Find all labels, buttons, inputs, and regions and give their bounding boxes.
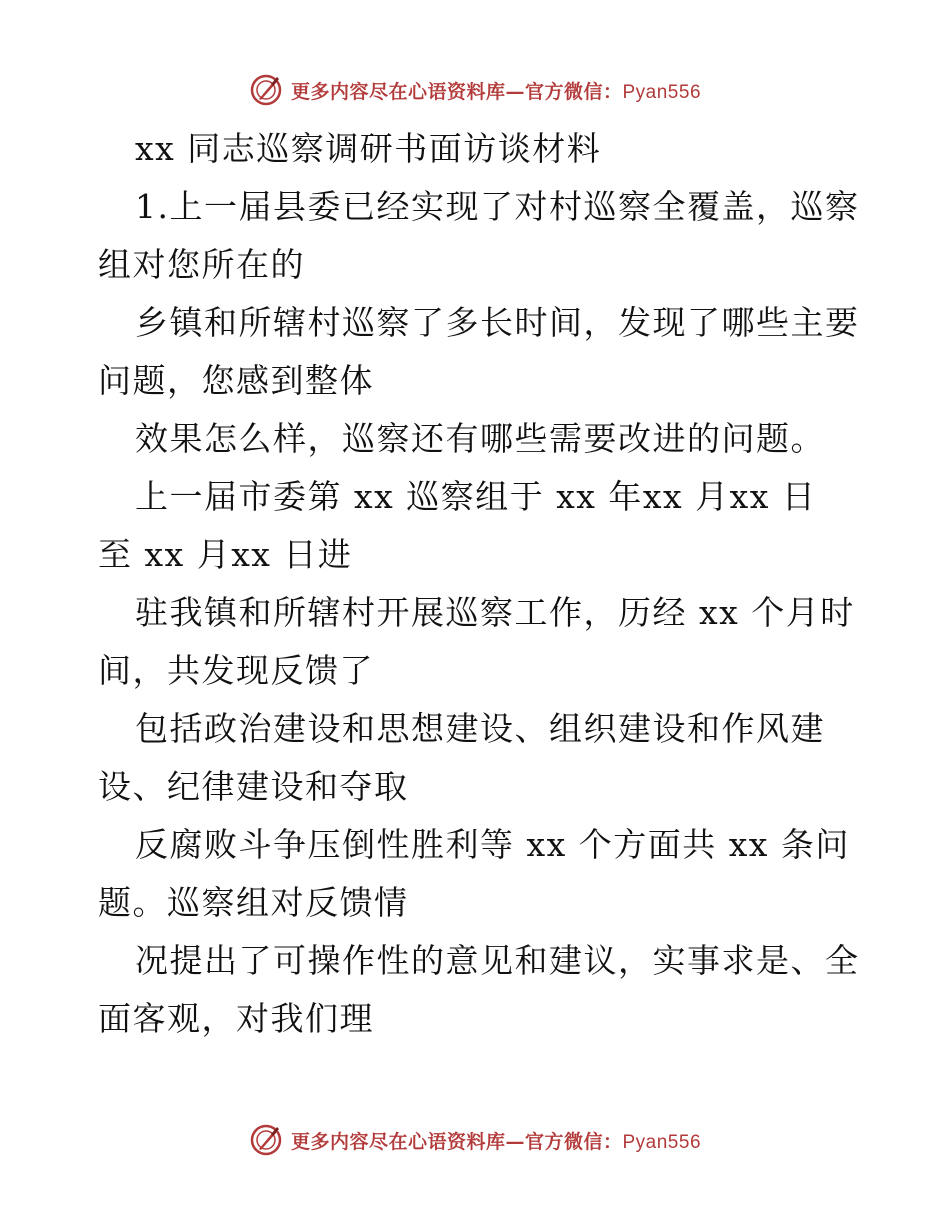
paragraph-line: 乡镇和所辖村巡察了多长时间，发现了哪些主要 [135,303,860,342]
paragraph-line: 间，共发现反馈了 [98,651,374,690]
paragraph-line: 题。巡察组对反馈情 [98,883,409,922]
footer-banner-wechat-id: Pyan556 [622,1131,702,1153]
footer-banner-dash: — [505,1130,525,1153]
header-banner-dash: — [505,80,525,103]
paragraph-line: 包括政治建设和思想建设、组织建设和作风建 [135,709,825,748]
paragraph-line: 面客观，对我们理 [98,999,374,1038]
paragraph-line: 设、纪律建设和夺取 [98,767,409,806]
footer-banner-title: 更多内容尽在心语资料库 [290,1130,506,1153]
footer-banner-wechat-label: 官方微信： [524,1130,623,1153]
paragraph-line: 况提出了可操作性的意见和建议，实事求是、全 [135,941,860,980]
header-banner-wechat-id: Pyan556 [622,81,702,103]
quill-logo-icon [249,73,283,107]
header-banner-title: 更多内容尽在心语资料库 [290,80,506,103]
paragraph-line: 效果怎么样，巡察还有哪些需要改进的问题。 [135,419,825,458]
paragraph-line: 上一届市委第 xx 巡察组于 xx 年xx 月xx 日 [135,477,817,516]
paragraph-line: 问题，您感到整体 [98,361,374,400]
footer-banner-text [291,1127,701,1154]
paragraph-line: 至 xx 月xx 日进 [98,535,353,574]
header-banner-text [291,77,701,104]
paragraph-line: 组对您所在的 [98,245,305,284]
quill-logo-icon [249,1123,283,1157]
document-title: xx 同志巡察调研书面访谈材料 [135,129,602,168]
footer-banner [0,1120,950,1160]
header-banner [0,70,950,110]
paragraph-line: 1.上一届县委已经实现了对村巡察全覆盖，巡察 [135,187,860,226]
paragraph-line: 反腐败斗争压倒性胜利等 xx 个方面共 xx 条问 [135,825,850,864]
paragraph-line: 驻我镇和所辖村开展巡察工作，历经 xx 个月时 [135,593,855,632]
header-banner-wechat-label: 官方微信： [524,80,623,103]
document-body [98,120,858,1048]
